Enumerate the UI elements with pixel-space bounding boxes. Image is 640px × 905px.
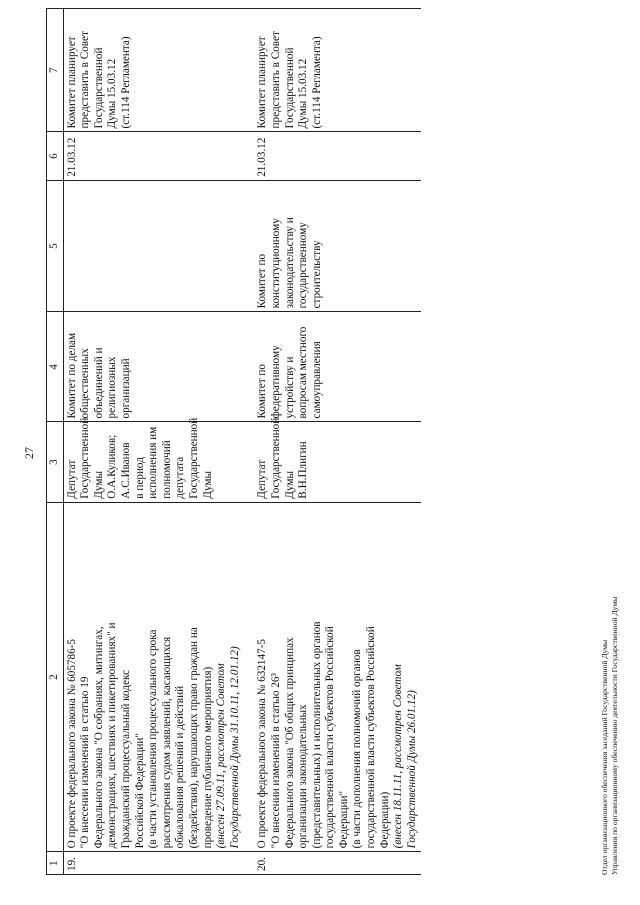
initiator: Депутат Государственной Думы О.А.Куликов; А.С.Иванов в период исполнения им полномочий депутата Государственной Думы [63,422,244,502]
bill-line: организации законодательных [297,704,310,849]
row-number: 20. [254,852,421,875]
table-row [63,9,244,875]
footer-line: Управления по организационному обеспечению деятельности Государственной Думы [609,596,619,875]
committee-plan: Комитет планирует представить в Совет Государственной Думы 15.03.12 (ст.114 Регламента) [63,9,244,132]
header-row [47,9,64,875]
table-row [254,9,421,875]
bill-line: (в части установления процессуального срока [147,629,160,849]
bill-note: Государственной Думы 31.10.11, 12.01.12) [228,646,241,849]
bill-line: государственной власти субъектов Российской [324,626,337,849]
header-col-3: 3 [47,422,64,502]
bill-line: Федерального закона "О собраниях, митингах, [92,626,105,849]
consideration-date: 21.03.12 [63,132,244,180]
bill-line: государственной власти субъектов Российской [365,626,378,849]
bill-line: демонстрациях, шествиях и пикетированиях" и [106,622,119,849]
bill-note: (внесен 18.11.11, рассмотрен Советом [392,664,405,849]
footer-line: Отдел организационного обеспечения заседаний Государственной Думы [600,639,609,875]
bill-line: Федерации) [378,791,391,849]
bill-line: Гражданский процессуальный кодекс [119,669,132,849]
bill-line: Федерального закона "Об общих принципах [283,637,296,849]
agenda-table [46,8,421,875]
row-spacer [244,9,254,875]
committee-plan: Комитет планирует представить в Совет Государственной Думы 15.03.12 (ст.114 Регламента) [254,9,421,132]
bill-line: О проекте федерального закона № 632147-5 [256,638,269,849]
bill-line: (бездействия), нарушающих право граждан на [187,627,200,849]
row-number: 19. [63,852,244,875]
committee-responsible: Комитет по делам общественных объединений и религиозных организаций [63,312,244,422]
bill-line: (представительных) и исполнительных органов [310,621,323,849]
committee-responsible: Комитет по федеративному устройству и вопросам местного самоуправления [254,312,421,422]
header-col-5: 5 [47,180,64,312]
bill-note: (внесен 27.09.11, рассмотрен Советом [215,663,228,849]
bill-line: О проекте федерального закона № 605786-5 [65,638,78,849]
committee-co [63,180,244,312]
bill-line: "О внесении изменений в статью 26³ [269,673,282,849]
bill-note: Государственной Думы 26.01.12) [405,690,418,849]
bill-line: Федерации" [337,790,350,849]
header-col-6: 6 [47,132,64,180]
bill-description [254,502,421,852]
bill-line: рассмотрения судом заявлений, касающихся [160,636,173,849]
initiator: Депутат Государственной Думы В.Н.Плигин [254,422,421,502]
consideration-date: 21.03.12 [254,132,421,180]
bill-line: "О внесении изменений в статью 19 [79,676,92,849]
header-col-4: 4 [47,312,64,422]
bill-description [63,502,244,852]
bill-line: обжалования решений и действий [174,685,187,849]
footer [600,597,619,875]
page-number: 27 [22,447,36,459]
header-col-7: 7 [47,9,64,132]
bill-line: проведение публичного мероприятия) [201,666,214,849]
bill-line: Российской Федерации" [133,733,146,849]
bill-line: (в части дополнения полномочий органов [351,649,364,849]
committee-co: Комитет по конституционному законодательству и государственному строительству [254,180,421,312]
header-col-2: 2 [47,502,64,852]
header-col-1: 1 [47,852,64,875]
